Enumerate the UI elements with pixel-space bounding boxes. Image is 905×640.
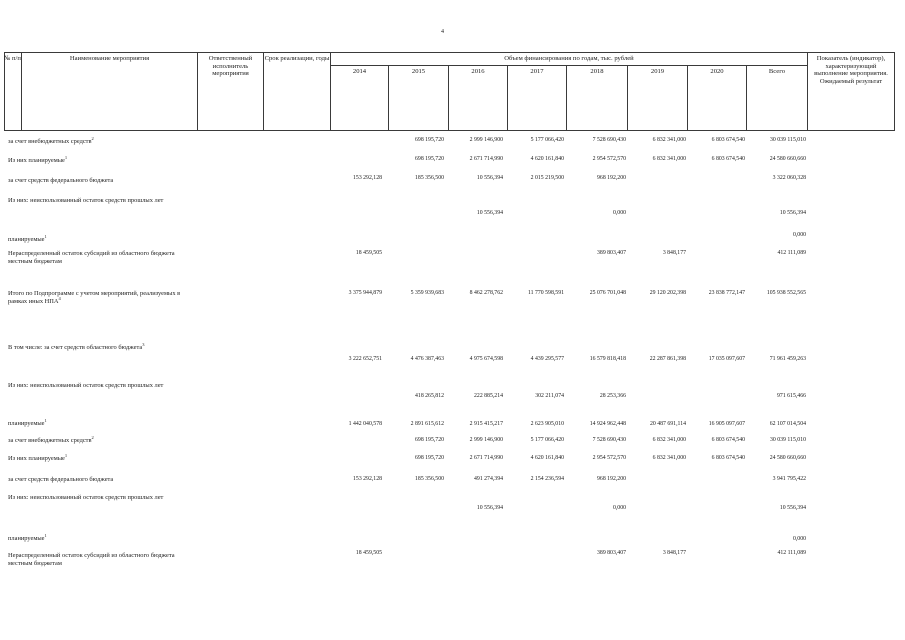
value-cell: 4 620 161,840 xyxy=(530,156,564,162)
year-header: 2017 xyxy=(530,68,544,75)
row-label xyxy=(8,154,198,165)
value-cell: 30 039 115,010 xyxy=(769,137,806,143)
row-label xyxy=(8,552,198,568)
footnote-mark: 2 xyxy=(91,135,94,141)
value-cell: 6 832 341,000 xyxy=(652,156,686,162)
value-cell: 29 120 202,398 xyxy=(649,290,686,296)
value-cell: 2 671 714,990 xyxy=(469,156,503,162)
header-responsible: Ответственный исполнитель мероприятия xyxy=(208,55,253,78)
value-cell: 2 999 146,900 xyxy=(469,437,503,443)
value-cell: 3 941 795,422 xyxy=(772,476,806,482)
value-cell: 62 107 014,504 xyxy=(769,421,806,427)
row-label xyxy=(8,250,198,266)
row-label xyxy=(8,382,198,390)
value-cell: 20 487 691,114 xyxy=(649,421,686,427)
footnote-mark: 1 xyxy=(44,532,47,538)
value-cell: 8 462 278,762 xyxy=(469,290,503,296)
value-cell: 3 375 944,879 xyxy=(348,290,382,296)
value-cell: 185 356,500 xyxy=(415,175,444,181)
footnote-mark: 1 xyxy=(44,233,47,239)
row-label-text: за счет средств федерального бюджета xyxy=(8,177,114,184)
value-cell: 418 265,812 xyxy=(415,393,444,399)
row-label xyxy=(8,341,198,352)
year-header: 2016 xyxy=(471,68,485,75)
value-cell: 302 211,074 xyxy=(535,393,564,399)
value-cell: 30 039 115,010 xyxy=(769,437,806,443)
value-cell: 153 292,128 xyxy=(353,175,382,181)
value-cell: 18 459,505 xyxy=(355,250,382,256)
value-cell: 968 192,200 xyxy=(597,476,626,482)
value-cell: 6 803 674,540 xyxy=(711,156,745,162)
row-label-text: Из них планируемые xyxy=(8,157,65,164)
value-cell: 2 954 572,570 xyxy=(592,455,626,461)
value-cell: 389 803,407 xyxy=(597,550,626,556)
value-cell: 4 476 387,463 xyxy=(410,356,444,362)
value-cell: 491 274,394 xyxy=(474,476,503,482)
value-cell: 0,000 xyxy=(612,210,626,216)
value-cell: 698 195,720 xyxy=(415,137,444,143)
value-cell: 222 885,214 xyxy=(474,393,503,399)
value-cell: 2 891 615,612 xyxy=(410,421,444,427)
row-label xyxy=(8,197,198,205)
value-cell: 3 222 652,751 xyxy=(348,356,382,362)
year-header: 2019 xyxy=(650,68,665,75)
value-cell: 105 938 552,565 xyxy=(766,290,806,296)
value-cell: 6 832 341,000 xyxy=(652,455,686,461)
row-label-text: планируемые xyxy=(8,420,45,427)
year-header: Всего xyxy=(768,68,786,75)
value-cell: 4 439 295,577 xyxy=(530,356,564,362)
header-funding: Объем финансирования по годам, тыс. рублей xyxy=(504,55,634,62)
footnote-mark: 2 xyxy=(91,434,94,440)
value-cell: 16 905 097,607 xyxy=(708,421,745,427)
header-indicator: Показатель (индикатор), характеризующий выполнение мероприятия. Ожидаемый результат xyxy=(814,55,888,85)
value-cell: 4 620 161,840 xyxy=(530,455,564,461)
value-cell: 412 111,089 xyxy=(777,250,806,256)
year-header: 2020 xyxy=(710,68,724,75)
row-label xyxy=(8,494,198,502)
value-cell: 7 528 690,430 xyxy=(592,137,626,143)
value-cell: 25 076 701,048 xyxy=(589,290,626,296)
value-cell: 698 195,720 xyxy=(415,156,444,162)
row-label-text: Из них: неиспользованный остаток средств прошлых лет xyxy=(8,197,164,204)
value-cell: 2 915 415,217 xyxy=(469,421,503,427)
row-label xyxy=(8,452,198,463)
row-label xyxy=(8,476,198,484)
row-label xyxy=(8,233,198,244)
value-cell: 0,000 xyxy=(612,505,626,511)
value-cell: 3 322 060,328 xyxy=(772,175,806,181)
value-cell: 28 253,366 xyxy=(599,393,626,399)
value-cell: 2 623 905,010 xyxy=(530,421,564,427)
value-cell: 968 192,200 xyxy=(597,175,626,181)
row-label xyxy=(8,177,198,185)
row-label-text: за счет внебюджетных средств xyxy=(8,437,92,444)
value-cell: 2 015 219,500 xyxy=(530,175,564,181)
row-label-text: Нераспределенный остаток субсидий из областного бюджета местным бюджетам xyxy=(8,250,175,266)
value-cell: 5 359 939,683 xyxy=(410,290,444,296)
footnote-mark: 3 xyxy=(142,341,145,347)
value-cell: 10 556,394 xyxy=(476,505,503,511)
value-cell: 22 287 861,398 xyxy=(649,356,686,362)
value-cell: 6 803 674,540 xyxy=(711,137,745,143)
value-cell: 3 848,177 xyxy=(662,550,686,556)
row-label-text: В том числе: за счет средств областного бюджета xyxy=(8,344,143,351)
value-cell: 2 999 146,900 xyxy=(469,137,503,143)
value-cell: 6 832 341,000 xyxy=(652,137,686,143)
value-cell: 7 528 690,430 xyxy=(592,437,626,443)
row-label-text: Нераспределенный остаток субсидий из областного бюджета местным бюджетам xyxy=(8,552,175,568)
value-cell: 16 579 818,418 xyxy=(589,356,626,362)
row-label-text: планируемые xyxy=(8,535,45,542)
row-label-text: Итого по Подпрограмме с учетом мероприятий, реализуемых в рамках иных НПА xyxy=(8,290,181,306)
value-cell: 24 580 660,660 xyxy=(769,156,806,162)
footnote-mark: 1 xyxy=(64,452,68,458)
value-cell: 5 177 066,420 xyxy=(530,437,564,443)
value-cell: 3 848,177 xyxy=(662,250,686,256)
row-label xyxy=(8,290,198,306)
footnote-mark: 4 xyxy=(58,296,61,302)
value-cell: 2 154 236,594 xyxy=(530,476,564,482)
page-number: 4 xyxy=(441,29,444,35)
year-header: 2015 xyxy=(411,68,426,75)
value-cell: 698 195,720 xyxy=(415,437,444,443)
header-term: Срок реализации, годы xyxy=(264,55,330,62)
value-cell: 10 556,394 xyxy=(476,210,503,216)
value-cell: 971 615,466 xyxy=(777,393,806,399)
value-cell: 14 924 962,448 xyxy=(589,421,626,427)
value-cell: 6 832 341,000 xyxy=(652,437,686,443)
header-no: № п/п xyxy=(4,55,21,62)
value-cell: 6 803 674,540 xyxy=(711,437,745,443)
value-cell: 17 035 097,607 xyxy=(708,356,745,362)
row-label xyxy=(8,532,198,543)
year-header: 2018 xyxy=(590,68,604,75)
value-cell: 10 556,394 xyxy=(476,175,503,181)
header-name: Наименование мероприятия xyxy=(69,55,150,62)
value-cell: 4 975 674,598 xyxy=(469,356,503,362)
value-cell: 2 954 572,570 xyxy=(592,156,626,162)
value-cell: 5 177 066,420 xyxy=(530,137,564,143)
footnote-mark: 1 xyxy=(44,417,47,423)
value-cell: 24 580 660,660 xyxy=(769,455,806,461)
value-cell: 2 671 714,990 xyxy=(469,455,503,461)
row-label-text: Из них: неиспользованный остаток средств прошлых лет xyxy=(8,382,164,389)
row-label-text: Из них планируемые xyxy=(8,455,65,462)
row-label xyxy=(8,135,198,146)
value-cell: 698 195,720 xyxy=(415,455,444,461)
value-cell: 1 442 040,578 xyxy=(348,421,382,427)
year-header: 2014 xyxy=(352,68,367,75)
value-cell: 6 803 674,540 xyxy=(711,455,745,461)
row-label-text: за счет средств федерального бюджета xyxy=(8,476,114,483)
row-label-text: Из них: неиспользованный остаток средств прошлых лет xyxy=(8,494,164,501)
row-label xyxy=(8,434,198,445)
value-cell: 71 961 459,263 xyxy=(769,356,806,362)
value-cell: 11 770 598,591 xyxy=(527,290,564,296)
row-label-text: планируемые xyxy=(8,236,45,243)
value-cell: 18 459,505 xyxy=(355,550,382,556)
value-cell: 23 838 772,147 xyxy=(708,290,745,296)
value-cell: 412 111,089 xyxy=(777,550,806,556)
value-cell: 0,000 xyxy=(792,232,806,238)
value-cell: 10 556,394 xyxy=(779,505,806,511)
row-label-text: за счет внебюджетных средств xyxy=(8,138,92,145)
value-cell: 10 556,394 xyxy=(779,210,806,216)
footnote-mark: 1 xyxy=(64,154,68,160)
value-cell: 153 292,128 xyxy=(353,476,382,482)
value-cell: 389 803,407 xyxy=(597,250,626,256)
row-label xyxy=(8,417,198,428)
value-cell: 185 356,500 xyxy=(415,476,444,482)
value-cell: 0,000 xyxy=(792,536,806,542)
